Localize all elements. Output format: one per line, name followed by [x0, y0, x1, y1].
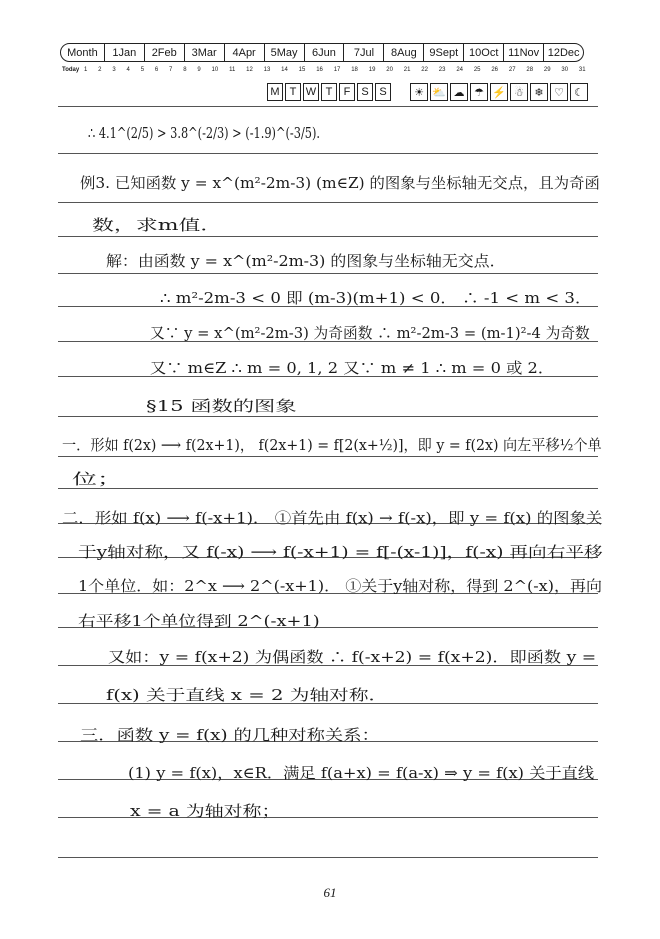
- sun-icon: ☀: [410, 83, 428, 101]
- day-number: 2: [98, 67, 102, 73]
- day-number: 21: [403, 67, 411, 73]
- month-cell: 2Feb: [144, 44, 184, 61]
- day-number: 8: [183, 67, 187, 73]
- weekday-box: T: [321, 83, 337, 101]
- day-number: 30: [561, 67, 569, 73]
- day-number: 23: [438, 67, 446, 73]
- month-cell: 4Apr: [224, 44, 264, 61]
- day-number: 16: [316, 67, 323, 73]
- note-line: f(x) 关于直线 x = 2 为轴对称．: [106, 686, 389, 704]
- ruled-line: [58, 153, 598, 154]
- day-number: 7: [169, 67, 173, 73]
- cloud-icon: ☁: [450, 83, 468, 101]
- month-cell: 1Jan: [104, 44, 144, 61]
- note-line: 又∵ m∈Z ∴ m = 0, 1, 2 又∵ m ≠ 1 ∴ m = 0 或 2．: [150, 359, 555, 377]
- snowflake-icon: ❄: [530, 83, 548, 101]
- note-line: 二．形如 f(x) ⟶ f(-x+1)． ①首先由 f(x) → f(-x)，即 y = f(x) 的图象关: [62, 509, 603, 527]
- note-line: 于y轴对称，又 f(-x) ⟶ f(-x+1) = f[-(x-1)]，f(-x) 再向右平移: [78, 543, 603, 561]
- day-number: 11: [229, 67, 236, 73]
- day-number: 20: [386, 67, 393, 73]
- day-number: 13: [263, 67, 271, 73]
- month-cell: 8Aug: [383, 44, 423, 61]
- moon-icon: ☾: [570, 83, 588, 101]
- month-cell: 11Nov: [503, 44, 543, 61]
- weekday-row: [267, 83, 393, 101]
- page-number: 61: [323, 885, 337, 900]
- rain-icon: ☂: [470, 83, 488, 101]
- day-number: 3: [112, 67, 116, 73]
- note-line: 解：由函数 y = x^(m²-2m-3) 的图象与坐标轴无交点．: [106, 252, 506, 270]
- note-line: ∴ 4.1^(2/5) > 3.8^(-2/3) > (-1.9)^(-3/5).: [88, 124, 321, 142]
- day-number: 25: [473, 67, 481, 73]
- day-number: 24: [456, 67, 463, 73]
- weekday-box: W: [303, 83, 319, 101]
- weekday-box: M: [267, 83, 283, 101]
- month-cell: 10Oct: [463, 44, 503, 61]
- today-label: Today: [62, 67, 80, 73]
- day-number: 31: [578, 67, 586, 73]
- note-line: 一．形如 f(2x) ⟶ f(2x+1)， f(2x+1) = f[2(x+½)]，即 y = f(2x) 向左平移½个单: [62, 436, 602, 454]
- note-line: (1) y = f(x)，x∈R．满足 f(a+x) = f(a-x) ⇒ y = f(x) 关于直线: [128, 764, 595, 782]
- month-cell: 12Dec: [543, 44, 583, 61]
- note-line: ∴ m²-2m-3 < 0 即 (m-3)(m+1) < 0． ∴ -1 < m < 3．: [160, 289, 592, 307]
- storm-icon: ⚡: [490, 83, 508, 101]
- sun-cloud-icon: ⛅: [430, 83, 448, 101]
- ruled-line: [58, 273, 598, 274]
- ruled-line: [58, 456, 598, 457]
- day-number: 9: [197, 67, 201, 73]
- month-cell: 7Jul: [343, 44, 383, 61]
- ruled-line: [58, 106, 598, 107]
- day-number: 27: [508, 67, 516, 73]
- weekday-box: T: [285, 83, 301, 101]
- note-line: 右平移1个单位得到 2^(-x+1): [78, 612, 320, 630]
- note-line: 位；: [72, 470, 123, 488]
- day-number: 18: [351, 67, 358, 73]
- day-number: 10: [211, 67, 219, 73]
- day-number: 5: [140, 67, 145, 73]
- day-number: 6: [154, 67, 159, 73]
- note-line: §15 函数的图象: [146, 397, 297, 415]
- month-cell: 3Mar: [184, 44, 224, 61]
- day-number: 14: [281, 67, 288, 73]
- note-line: 三．函数 y = f(x) 的几种对称关系：: [80, 726, 380, 744]
- note-line: 例3. 已知函数 y = x^(m²-2m-3) (m∈Z) 的图象与坐标轴无交点，且为奇函: [80, 174, 600, 192]
- day-number: 22: [421, 67, 428, 73]
- note-line: 又如：y = f(x+2) 为偶函数 ∴ f(-x+2) = f(x+2)．即函数 y =: [108, 648, 597, 666]
- note-line: 1个单位．如：2^x ⟶ 2^(-x+1)． ①关于y轴对称，得到 2^(-x)，再向: [78, 577, 602, 595]
- note-line: 又∵ y = x^(m²-2m-3) 为奇函数 ∴ m²-2m-3 = (m-1)²-4 为奇数: [150, 324, 590, 342]
- ruled-line: [58, 488, 598, 489]
- day-number: 29: [543, 67, 551, 73]
- day-number: 17: [333, 67, 341, 73]
- month-cell: 5May: [264, 44, 304, 61]
- note-line: 数，求m值．: [92, 216, 223, 234]
- ruled-line: [58, 857, 598, 858]
- heart-icon: ♡: [550, 83, 568, 101]
- ruled-line: [58, 416, 598, 417]
- month-bar: [60, 43, 584, 62]
- day-number: 12: [246, 67, 253, 73]
- day-number: 1: [84, 67, 88, 73]
- note-line: x = a 为轴对称；: [130, 802, 281, 820]
- day-row: [62, 65, 586, 75]
- day-number: 4: [126, 67, 130, 73]
- ruled-line: [58, 236, 598, 237]
- snowman-icon: ☃: [510, 83, 528, 101]
- weekday-box: S: [375, 83, 391, 101]
- month-cell: 9Sept: [423, 44, 463, 61]
- ruled-line: [58, 202, 598, 203]
- month-label: Month: [67, 46, 98, 59]
- weekday-box: F: [339, 83, 355, 101]
- day-number: 26: [491, 67, 499, 73]
- day-number: 28: [526, 67, 534, 73]
- day-numbers: [84, 67, 586, 73]
- day-number: 19: [368, 67, 376, 73]
- month-cell: 6Jun: [304, 44, 344, 61]
- weather-row: [410, 83, 590, 101]
- day-number: 15: [298, 67, 306, 73]
- weekday-box: S: [357, 83, 373, 101]
